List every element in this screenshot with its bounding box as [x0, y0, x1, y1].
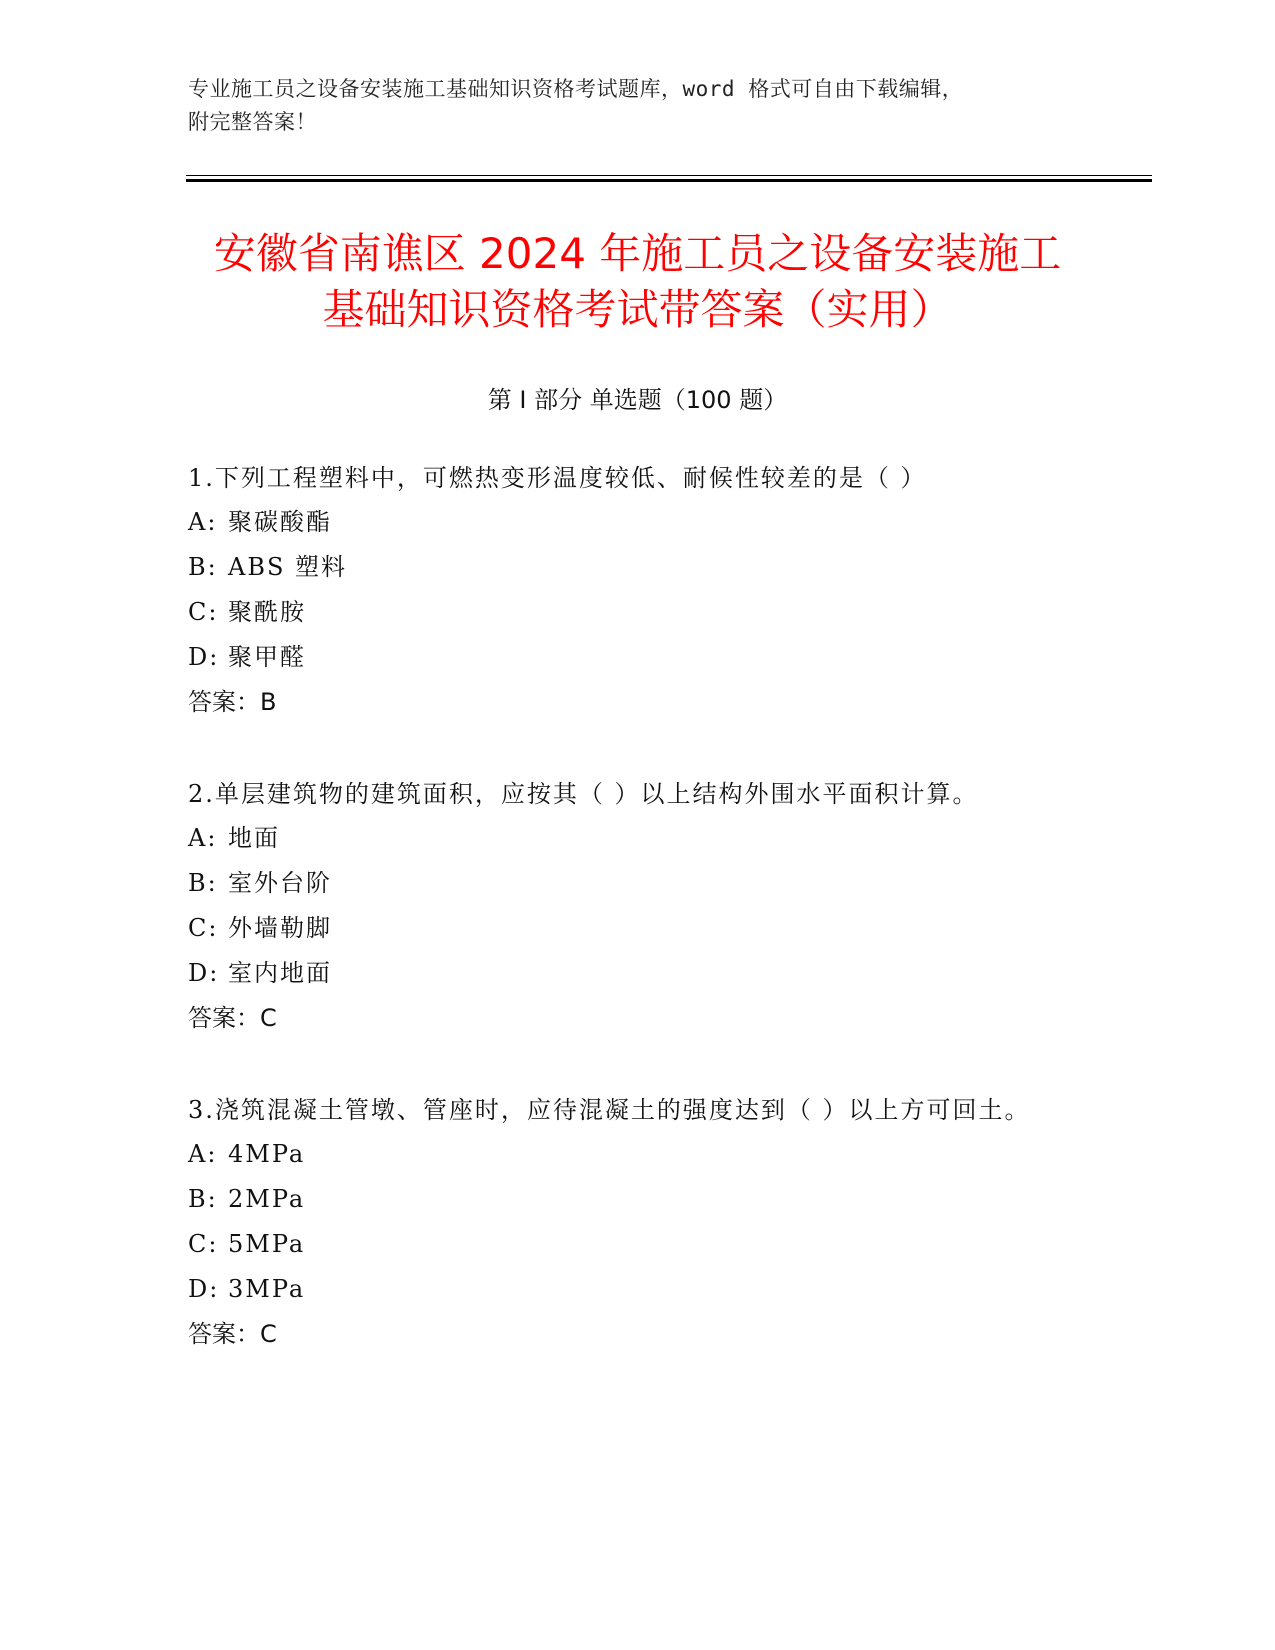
answer: 答案：C [188, 1320, 277, 1348]
option-letter: B: [188, 869, 218, 897]
option-d [188, 951, 1088, 996]
answer: 答案：B [188, 688, 277, 716]
option-letter: D: [188, 1275, 220, 1303]
option-letter: C: [188, 1230, 219, 1258]
option-c [188, 590, 1088, 635]
option-text: 室内地面 [228, 959, 332, 987]
option-letter: D: [188, 643, 220, 671]
option-text: 地面 [228, 824, 280, 852]
option-letter: A: [188, 1140, 218, 1168]
question-1 [188, 456, 1088, 725]
option-c [188, 906, 1088, 951]
option-letter: A: [188, 824, 218, 852]
header-divider-thin [186, 175, 1152, 176]
question-2 [188, 772, 1088, 1041]
document-title-line-2: 基础知识资格考试带答案（实用） [322, 285, 953, 334]
option-d [188, 635, 1088, 680]
option-letter: B: [188, 1185, 218, 1213]
document-title-line-1: 安徽省南谯区 2024 年施工员之设备安装施工 [213, 229, 1062, 278]
option-text: 外墙勒脚 [228, 914, 332, 942]
option-text: 3MPa [228, 1275, 306, 1303]
option-text: 聚酰胺 [228, 598, 306, 626]
option-text: 聚甲醛 [228, 643, 306, 671]
header-note-line-2: 附完整答案！ [188, 110, 317, 134]
question-stem: 2.单层建筑物的建筑面积，应按其（ ）以上结构外围水平面积计算。 [188, 780, 979, 808]
option-letter: A: [188, 508, 218, 536]
option-b [188, 1177, 1058, 1222]
option-a [188, 816, 1088, 861]
option-text: 4MPa [228, 1140, 306, 1168]
header-note-line-1: 专业施工员之设备安装施工基础知识资格考试题库，word 格式可自由下载编辑， [188, 77, 964, 101]
header-note [188, 73, 1068, 139]
section-heading: 第 I 部分 单选题（100 题） [487, 386, 788, 414]
option-text: ABS 塑料 [228, 553, 348, 581]
question-stem: 3.浇筑混凝土管墩、管座时，应待混凝土的强度达到（ ）以上方可回土。 [188, 1096, 1031, 1124]
option-letter: B: [188, 553, 218, 581]
option-letter: D: [188, 959, 220, 987]
option-letter: C: [188, 598, 219, 626]
option-text: 聚碳酸酯 [228, 508, 332, 536]
document-title [150, 226, 1125, 338]
question-stem: 1.下列工程塑料中，可燃热变形温度较低、耐候性较差的是（ ） [188, 464, 927, 492]
answer: 答案：C [188, 1004, 277, 1032]
option-text: 2MPa [228, 1185, 306, 1213]
option-d [188, 1267, 1058, 1312]
header-divider-thick [186, 179, 1152, 182]
option-c [188, 1222, 1058, 1267]
option-b [188, 545, 1088, 590]
option-text: 室外台阶 [228, 869, 332, 897]
option-letter: C: [188, 914, 219, 942]
option-a [188, 500, 1088, 545]
question-3 [188, 1088, 1058, 1357]
option-text: 5MPa [228, 1230, 306, 1258]
option-a [188, 1132, 1058, 1177]
option-b [188, 861, 1088, 906]
